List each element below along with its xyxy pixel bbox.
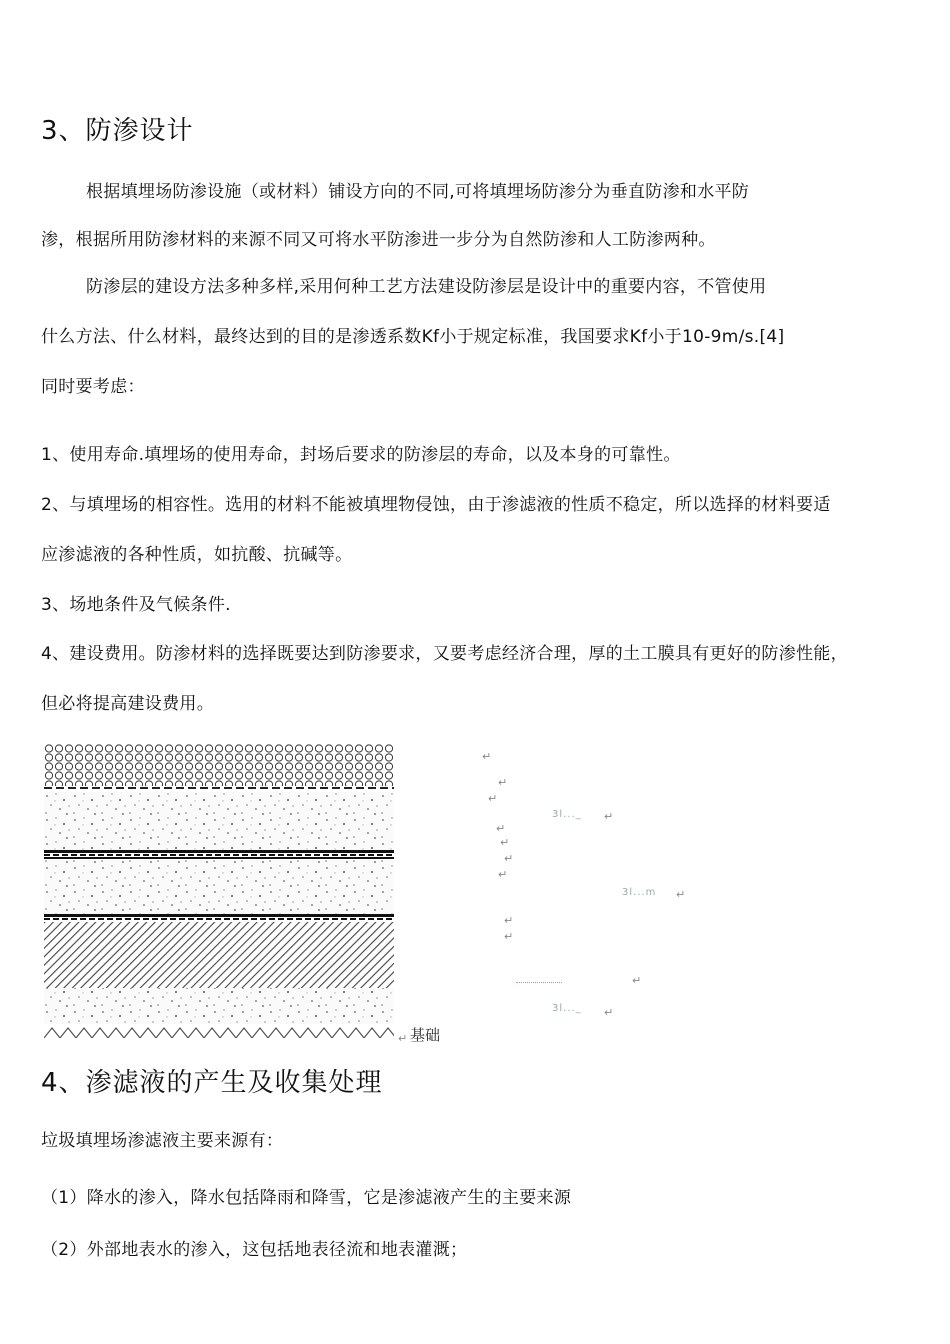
paragraph-2-line-2: 什么方法、什么材料，最终达到的目的是渗透系数Kf小于规定标准，我国要求Kf小于10-9m/s.[4] <box>41 327 785 347</box>
clay-liner-layer <box>44 922 394 988</box>
list-item: 但必将提高建设费用。 <box>41 694 214 714</box>
list-item: 2、与填埋场的相容性。选用的材料不能被填埋物侵蚀，由于渗滤液的性质不稳定，所以选择的材料要适 <box>41 495 831 515</box>
foundation-label: 基础 <box>410 1026 441 1044</box>
thickness-note: 3l...m <box>622 887 657 898</box>
sand-layer <box>44 792 394 850</box>
section-3-heading: 3、防渗设计 <box>41 116 194 146</box>
thickness-note: 3l..._ <box>552 809 582 820</box>
subgrade-layer <box>44 988 394 1024</box>
paragraph-1-line-2: 渗，根据所用防渗材料的来源不同又可将水平防渗进一步分为自然防渗和人工防渗两种。 <box>41 230 716 250</box>
return-mark: ↵ <box>604 810 614 823</box>
drainage-layer <box>44 860 394 914</box>
return-mark: ↵ <box>498 776 508 789</box>
section-4-heading: 4、渗滤液的产生及收集处理 <box>41 1068 383 1098</box>
return-mark: ↵ <box>676 888 686 901</box>
liner-layers-illustration <box>44 744 394 1040</box>
list-item: 4、建设费用。防渗材料的选择既要达到防渗要求，又要考虑经济合理，厚的土工膜具有更好的防渗性能， <box>41 644 848 664</box>
list-item: （2）外部地表水的渗入，这包括地表径流和地表灌溉； <box>41 1240 468 1260</box>
paragraph-1-line-1: 根据填埋场防渗设施（或材料）铺设方向的不同,可将填埋场防渗分为垂直防渗和水平防 <box>86 182 750 202</box>
thickness-note: 3l..._ <box>552 1003 582 1014</box>
list-item: 1、使用寿命.填埋场的使用寿命，封场后要求的防渗层的寿命，以及本身的可靠性。 <box>41 445 681 465</box>
return-mark: ↵ <box>500 836 510 849</box>
section-4-intro: 垃圾填埋场渗滤液主要来源有： <box>41 1131 284 1151</box>
gravel-layer <box>44 744 394 786</box>
list-item: （1）降水的渗入，降水包括降雨和降雪，它是渗滤液产生的主要来源 <box>41 1188 572 1208</box>
return-mark: ↵ <box>398 1032 408 1045</box>
liner-cross-section-figure <box>44 744 394 1040</box>
return-mark: ↵ <box>504 914 514 927</box>
return-mark: ↵ <box>488 792 498 805</box>
return-mark: ↵ <box>632 974 642 987</box>
return-mark: ↵ <box>504 852 514 865</box>
return-mark: ↵ <box>496 822 506 835</box>
foundation-layer <box>44 1024 394 1040</box>
paragraph-2-line-3: 同时要考虑： <box>41 377 145 397</box>
return-mark: ↵ <box>504 930 514 943</box>
return-mark: ↵ <box>482 750 492 763</box>
return-mark: ↵ <box>604 1006 614 1019</box>
paragraph-2-line-1: 防渗层的建设方法多种多样,采用何种工艺方法建设防渗层是设计中的重要内容，不管使用 <box>86 277 767 297</box>
list-item: 3、场地条件及气候条件. <box>41 595 231 615</box>
list-item: 应渗滤液的各种性质，如抗酸、抗碱等。 <box>41 545 353 565</box>
return-mark: ↵ <box>498 868 508 881</box>
dotted-marker-line <box>516 982 562 983</box>
